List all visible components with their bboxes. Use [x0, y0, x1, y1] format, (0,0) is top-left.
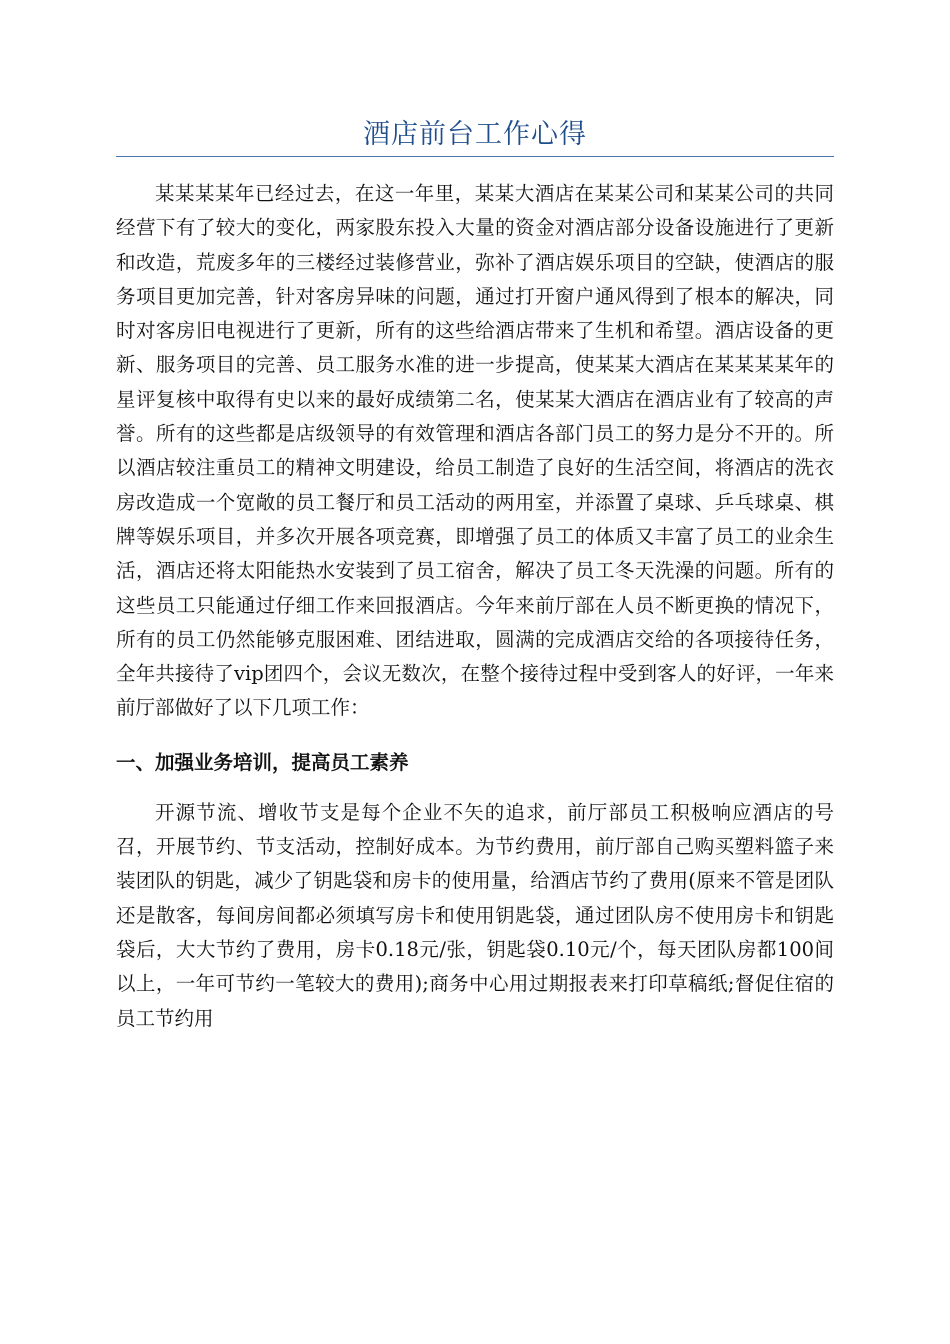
title-divider	[116, 156, 834, 157]
section-heading-1: 一、加强业务培训，提高员工素养	[116, 750, 409, 774]
paragraph-section-1: 开源节流、增收节支是每个企业不矢的追求，前厅部员工积极响应酒店的号召，开展节约、节支活动，控制好成本。为节约费用，前厅部自己购买塑料篮子来装团队的钥匙，减少了钥匙袋和房卡的使用量，给酒店节约了费用(原来不管是团队还是散客，每间房间都必须填写房卡和使用钥匙袋，通过团队房不使用房卡和钥匙袋后，大大节约了费用，房卡0.18元/张，钥匙袋0.10元/个，每天团队房都100间以上，一年可节约一笔较大的费用);商务中心用过期报表来打印草稿纸;督促住宿的员工节约用	[116, 800, 834, 1030]
document-title: 酒店前台工作心得	[363, 119, 587, 150]
document-page	[116, 0, 834, 1036]
paragraph-intro: 某某某某年已经过去，在这一年里，某某大酒店在某某公司和某某公司的共同经营下有了较大的变化，两家股东投入大量的资金对酒店部分设备设施进行了更新和改造，荒废多年的三楼经过装修营业，弥补了酒店娱乐项目的空缺，使酒店的服务项目更加完善，针对客房异味的问题，通过打开窗户通风得到了根本的解决，同时对客房旧电视进行了更新，所有的这些给酒店带来了生机和希望。酒店设备的更新、服务项目的完善、员工服务水准的进一步提高，使某某大酒店在某某某某年的星评复核中取得有史以来的最好成绩第二名，使某某大酒店在酒店业有了较高的声誉。所有的这些都是店级领导的有效管理和酒店各部门员工的努力是分不开的。所以酒店较注重员工的精神文明建设，给员工制造了良好的生活空间，将酒店的洗衣房改造成一个宽敞的员工餐厅和员工活动的两用室，并添置了桌球、乒乓球桌、棋牌等娱乐项目，并多次开展各项竞赛，即增强了员工的体质又丰富了员工的业余生活，酒店还将太阳能热水安装到了员工宿舍，解决了员工冬天洗澡的问题。所有的这些员工只能通过仔细工作来回报酒店。今年来前厅部在人员不断更换的情况下，所有的员工仍然能够克服困难、团结进取，圆满的完成酒店交给的各项接待任务，全年共接待了vip团四个，会议无数次，在整个接待过程中受到客人的好评，一年来前厅部做好了以下几项工作：	[116, 182, 834, 720]
